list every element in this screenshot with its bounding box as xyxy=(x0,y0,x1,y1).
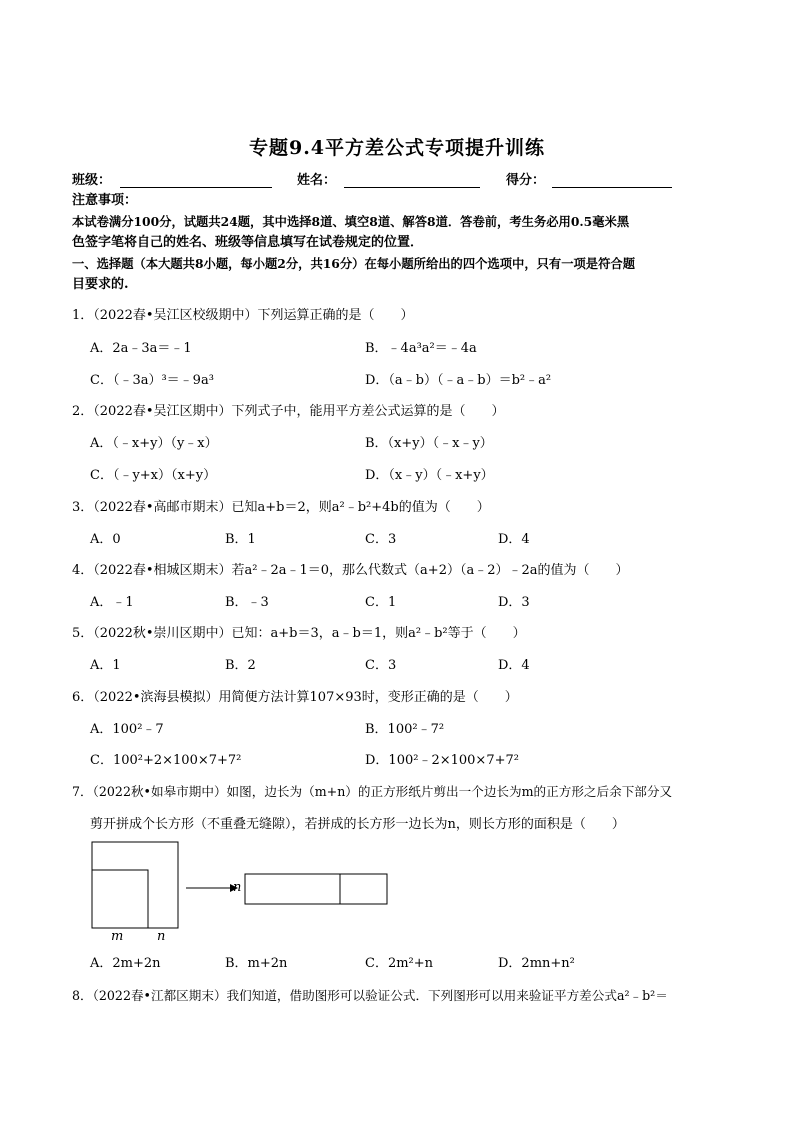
q3-option-a: A．0 xyxy=(90,532,121,547)
class-label: 班级： xyxy=(72,173,112,188)
question-2 xyxy=(72,400,505,419)
q6-option-d: D．100²﹣2×100×7+7² xyxy=(365,753,519,768)
section-heading-line-1: 一、选择题（本大题共8小题，每小题2分，共16分）在每小题所给出的四个选项中，只有一项是符合题 xyxy=(72,256,635,271)
question-7-line-2: 剪开拼成个长方形（不重叠无缝隙），若拼成的长方形一边长为n，则长方形的面积是（ ） xyxy=(90,817,625,832)
q7-option-b: B．m+2n xyxy=(225,956,288,971)
question-stem: （2022春•高邮市期末）已知a+b＝2，则a²﹣b²+4b的值为（ ） xyxy=(93,500,490,515)
question-stem: （2022春•吴江区校级期中）下列运算正确的是（ ） xyxy=(93,308,414,323)
question-stem: （2022春•江都区期末）我们知道，借助图形可以验证公式．下列图形可以用来验证平方差公式a²﹣b²＝ xyxy=(92,988,668,1003)
q7-option-c: C．2m²+n xyxy=(365,956,434,971)
q3-option-b: B．1 xyxy=(225,532,256,547)
q2-option-a: A．（﹣x+y）（y﹣x） xyxy=(90,436,218,451)
q4-option-d: D．3 xyxy=(498,595,530,610)
score-label: 得分： xyxy=(506,173,546,188)
rectangle xyxy=(245,874,387,904)
q5-option-c: C．3 xyxy=(365,658,397,673)
q2-option-d: D．（x﹣y）（﹣x+y） xyxy=(365,468,494,483)
q1-option-b: B．﹣4a³a²＝﹣4a xyxy=(365,341,477,356)
question-number: 6． xyxy=(72,690,94,705)
question-3 xyxy=(72,496,490,515)
question-number: 3． xyxy=(72,500,94,515)
question-stem: （2022秋•如皋市期中）如图，边长为（m+n）的正方形纸片剪出一个边长为m的正方形之后余下部分又 xyxy=(92,784,673,799)
question-number: 2． xyxy=(72,404,94,419)
q6-option-b: B．100²﹣7² xyxy=(365,722,445,737)
q7-figure-label-n: n xyxy=(157,929,166,944)
q1-option-d: D．（a﹣b）（﹣a﹣b）＝b²﹣a² xyxy=(365,373,552,388)
inner-square xyxy=(92,870,148,928)
question-stem: （2022秋•崇川区期中）已知：a+b＝3，a﹣b＝1，则a²﹣b²等于（ ） xyxy=(93,626,526,641)
q1-option-a: A．2a﹣3a＝﹣1 xyxy=(90,341,192,356)
question-stem: （2022春•吴江区期中）下列式子中，能用平方差公式运算的是（ ） xyxy=(93,404,505,419)
q6-option-c: C．100²+2×100×7+7² xyxy=(90,753,242,768)
q5-option-d: D．4 xyxy=(498,658,530,673)
question-1 xyxy=(72,304,414,323)
outer-square xyxy=(92,842,178,928)
question-number: 1． xyxy=(72,308,94,323)
question-number: 8． xyxy=(72,988,93,1003)
name-label: 姓名： xyxy=(297,173,337,188)
q7-option-d: D．2mn+n² xyxy=(498,956,575,971)
question-5 xyxy=(72,622,526,641)
page-title: 专题9.4平方差公式专项提升训练 xyxy=(248,137,546,159)
score-blank xyxy=(552,187,672,188)
notice-line-2: 色签字笔将自己的姓名、班级等信息填写在试卷规定的位置． xyxy=(72,235,424,250)
q4-option-b: B．﹣3 xyxy=(225,595,269,610)
q4-option-c: C．1 xyxy=(365,595,397,610)
notice-heading: 注意事项： xyxy=(72,193,138,208)
question-stem: （2022•滨海县模拟）用简便方法计算107×93时，变形正确的是（ ） xyxy=(93,690,518,705)
notice-line-1: 本试卷满分100分，试题共24题，其中选择8道、填空8道、解答8道．答卷前，考生务必用0.5毫米黑 xyxy=(72,214,630,229)
question-number: 4． xyxy=(72,563,94,578)
q1-option-c: C．（﹣3a）³＝﹣9a³ xyxy=(90,373,214,388)
q7-figure-label-m: m xyxy=(111,929,124,944)
section-heading-line-2: 目要求的. xyxy=(72,277,129,292)
question-4 xyxy=(72,559,629,578)
name-blank xyxy=(344,187,480,188)
question-stem: （2022春•相城区期末）若a²﹣2a﹣1＝0，那么代数式（a+2）（a﹣2）﹣2a的值为（ ） xyxy=(93,563,629,578)
q5-option-a: A．1 xyxy=(90,658,121,673)
question-number: 5． xyxy=(72,626,94,641)
question-6 xyxy=(72,686,518,705)
q5-option-b: B．2 xyxy=(225,658,256,673)
q7-figure-arrow-label: n xyxy=(233,880,242,895)
q4-option-a: A．﹣1 xyxy=(90,595,134,610)
q6-option-a: A．100²﹣7 xyxy=(90,722,164,737)
question-8 xyxy=(72,985,668,1004)
q3-option-d: D．4 xyxy=(498,532,530,547)
q7-figure xyxy=(88,838,408,948)
q2-option-c: C．（﹣y+x）（x+y） xyxy=(90,468,217,483)
q7-option-a: A．2m+2n xyxy=(90,956,161,971)
class-blank xyxy=(120,187,272,188)
question-7-line-1 xyxy=(72,781,672,800)
question-number: 7． xyxy=(72,784,93,799)
q3-option-c: C．3 xyxy=(365,532,397,547)
q2-option-b: B．（x+y）（﹣x﹣y） xyxy=(365,436,493,451)
